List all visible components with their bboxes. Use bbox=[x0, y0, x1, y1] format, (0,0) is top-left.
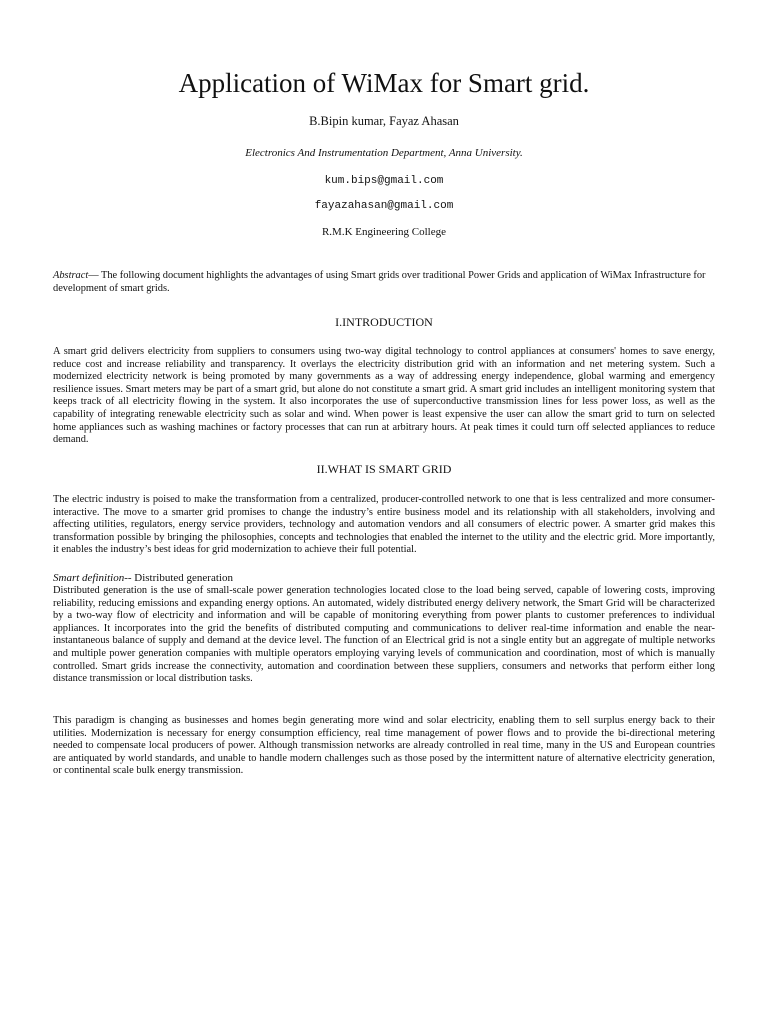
section-heading-what-is-smart-grid: II.WHAT IS SMART GRID bbox=[316, 462, 452, 476]
abstract-label: Abstract bbox=[53, 270, 89, 281]
author-list: B.Bipin kumar, Fayaz Ahasan bbox=[309, 114, 459, 128]
smart-grid-paragraph-1: The electric industry is poised to make the transformation from a centralized, producer-controlled network to one that is less centralized and more consumer-interactive. The move to a smarter grid promises to change the industry’s entire business model and its relationship with all stakeholders, involving and affecting utilities, regulators, energy service providers, technology and automation vendors and all consumers of electric power. A smarter grid makes this transformation possible by bringing the philosophies, concepts and technologies that enabled the internet to the utility and the electric grid. More importantly, it enables the industry’s best ideas for grid modernization to achieve their full potential. bbox=[53, 494, 715, 556]
introduction-paragraph: A smart grid delivers electricity from suppliers to consumers using two-way digital technology to control appliances at consumers' homes to save energy, reduce cost and increase reliability and transparency. It overlays the electricity distribution grid with an information and net metering system. Such a modernized electricity network is being promoted by many governments as a way of addressing energy independence, global warming and emergency resilience issues. Smart meters may be part of a smart grid, but alone do not constitute a smart grid. A smart grid includes an intelligent monitoring system that keeps track of all electricity flowing in the system. It also incorporates the use of superconductive transmission lines for less power loss, as well as the capability of integrating renewable electricity such as solar and wind. When power is least expensive the user can allow the smart grid to turn on selected home appliances such as washing machines or factory processes that can run at arbitrary hours. At peak times it could turn off selected appliances to reduce demand. bbox=[53, 346, 715, 446]
author-email-2: fayazahasan@gmail.com bbox=[314, 200, 454, 212]
smart-grid-paragraph-3: This paradigm is changing as businesses and homes begin generating more wind and solar electricity, enabling them to sell surplus energy back to their utilities. Modernization is necessary for energy consumption efficiency, real time management of power flows and to provide the bi-directional metering needed to compensate local producers of power. Although transmission networks are already controlled in real time, many in the US and European countries are antiquated by world standards, and unable to handle modern challenges such as those posed by the intermittent nature of alternative electricity generation, or continental scale bulk energy transmission. bbox=[53, 715, 715, 777]
abstract bbox=[53, 270, 715, 296]
smart-grid-paragraph-2: Distributed generation is the use of small-scale power generation technologies located close to the load being served, capable of lowering costs, improving reliability, reducing emissions and expanding energy options. An automated, widely distributed energy delivery network, the Smart Grid will be characterized by a two-way flow of electricity and information and will be capable of monitoring everything from power plants to customer preferences to individual appliances. It incorporates into the grid the benefits of distributed computing and communications to deliver real-time information and enable the near-instantaneous balance of supply and demand at the device level. The function of an Electrical grid is not a single entity but an aggregate of multiple networks and multiple power generation companies with multiple operators employing varying levels of communication and coordination, most of which is manually controlled. Smart grids increase the connectivity, automation and coordination between these suppliers, consumers and networks that perform either long distance transmission or local distribution tasks. bbox=[53, 585, 715, 685]
college-name: R.M.K Engineering College bbox=[321, 226, 447, 238]
smart-definition bbox=[53, 571, 715, 585]
paper-title: Application of WiMax for Smart grid. bbox=[178, 68, 590, 98]
author-email-1: kum.bips@gmail.com bbox=[324, 175, 444, 187]
smart-definition-text: -- Distributed generation bbox=[124, 572, 233, 584]
section-heading-introduction: I.INTRODUCTION bbox=[335, 315, 433, 329]
smart-definition-label: Smart definition bbox=[53, 572, 125, 584]
author-affiliation: Electronics And Instrumentation Department, Anna University. bbox=[245, 147, 523, 159]
abstract-text: — The following document highlights the advantages of using Smart grids over traditional Power Grids and application of WiMax Infrastructure for development of smart grids. bbox=[53, 270, 706, 294]
